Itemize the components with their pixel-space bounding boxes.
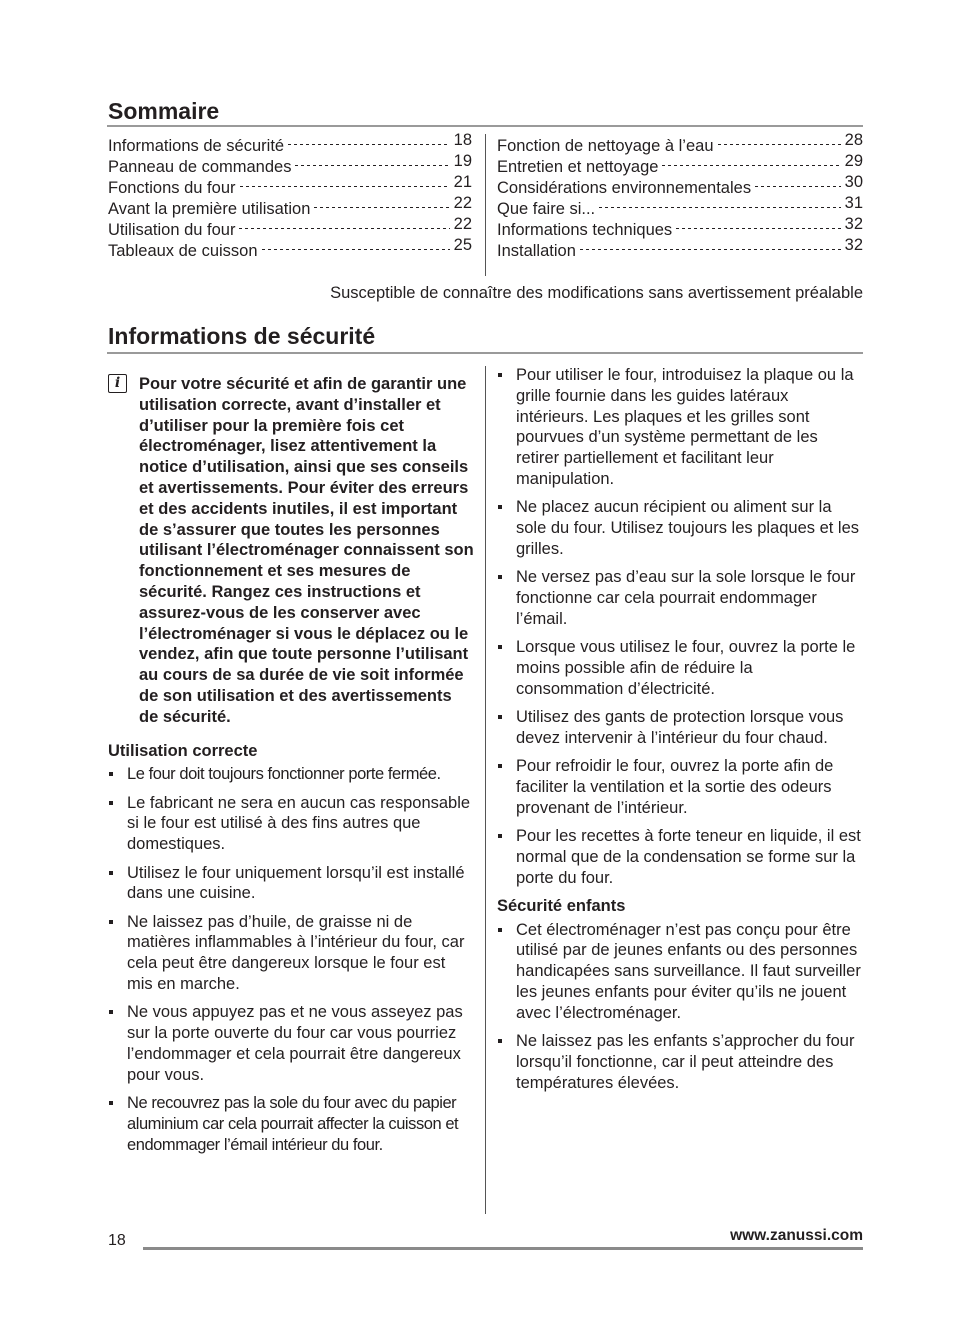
list-item	[108, 863, 474, 905]
toc-entry-page: 21	[453, 173, 472, 191]
list-item-text: Cet électroménager n’est pas conçu pour être utilisé par de jeunes enfants ou des personnes handicapées sans surveillance. Il faut surveiller les jeunes enfants pour éviter qu’ils ne jouent avec l’électroménager.	[516, 920, 861, 1022]
toc-leader	[314, 199, 449, 215]
bullet-icon	[498, 764, 502, 768]
toc-right	[497, 131, 863, 260]
toc-entry-page: 22	[453, 194, 472, 212]
toc-left	[108, 131, 472, 260]
list-item	[108, 912, 474, 995]
toc-entry[interactable]	[497, 236, 863, 260]
toc-entry[interactable]	[108, 173, 472, 197]
toc-entry-page: 29	[844, 152, 863, 170]
list-item	[497, 365, 863, 490]
list-item-text: Pour les recettes à forte teneur en liquide, il est normal que de la condensation se forme sur la porte du four.	[516, 826, 861, 887]
toc-leader	[662, 157, 840, 173]
utilisation-list	[108, 764, 474, 1155]
securite-title: Informations de sécurité	[108, 323, 376, 349]
list-item-text: Ne placez aucun récipient ou aliment sur la sole du four. Utilisez toujours les plaques et les grilles.	[516, 498, 860, 558]
toc-entry-page: 30	[844, 173, 863, 191]
safety-warning-text: Pour votre sécurité et afin de garantir une utilisation correcte, avant d’installer et d’utiliser pour la première fois cet électroménager, lisez attentivement la notice d’utilisation, ainsi que ses conseils et avertissements. Pour éviter des erreurs et des accidents inutiles, il est important de s’assurer que toutes les personnes utilisant l’électroménager connaissent son fonctionnement et ses mesures de sécurité. Rangez ces instructions et assurez-vous de les conserver avec l’électroménager si vous le déplacez ou le vendez, afin que toute personne l’utilisant au cours de sa durée de vie soit informée de son utilisation et des avertissements de sécurité.	[139, 375, 474, 726]
bullet-icon	[109, 801, 113, 805]
website-link[interactable]: www.zanussi.com	[730, 1227, 863, 1244]
list-item-text: Ne laissez pas d’huile, de graisse ni de matières inflammables à l’intérieur du four, car cela peut être dangereux lorsque le four est mis en marche.	[127, 912, 465, 994]
toc-entry[interactable]	[108, 215, 472, 239]
list-item-text: Lorsque vous utilisez le four, ouvrez la porte le moins possible afin de réduire la consommation d’électricité.	[516, 638, 856, 698]
bullet-icon	[498, 1039, 502, 1043]
left-column	[108, 374, 474, 1163]
bullet-icon	[109, 1101, 113, 1105]
toc-entry-label: Utilisation du four	[108, 221, 236, 239]
toc-entry[interactable]	[497, 131, 863, 155]
list-item	[497, 567, 863, 629]
toc-leader	[288, 136, 450, 152]
list-item-text: Ne recouvrez pas la sole du four avec du papier aluminium car cela pourrait affecter la cuisson et endommager l’émail intérieur du four.	[127, 1094, 459, 1154]
bullet-icon	[498, 928, 502, 932]
toc-entry-label: Entretien et nettoyage	[497, 158, 659, 176]
list-item	[108, 1002, 474, 1085]
toc-entry[interactable]	[497, 194, 863, 218]
bullet-icon	[109, 871, 113, 875]
toc-entry-page: 28	[844, 131, 863, 149]
toc-entry-label: Panneau de commandes	[108, 158, 292, 176]
toc-entry-label: Que faire si...	[497, 200, 596, 218]
sommaire-title: Sommaire	[108, 98, 220, 124]
toc-entry[interactable]	[108, 131, 472, 155]
page-number: 18	[108, 1232, 126, 1249]
toc-entry[interactable]	[497, 152, 863, 176]
toc-entry-label: Fonctions du four	[108, 179, 236, 197]
list-item	[108, 764, 474, 785]
toc-entry[interactable]	[108, 152, 472, 176]
list-item-text: Le four doit toujours fonctionner porte fermée.	[127, 765, 441, 784]
toc-leader	[676, 220, 840, 236]
enfants-heading: Sécurité enfants	[497, 896, 626, 915]
list-item	[497, 920, 863, 1024]
list-item	[497, 707, 863, 749]
enfants-list	[497, 920, 863, 1094]
safety-warning	[108, 374, 474, 728]
bullet-icon	[109, 772, 113, 776]
bullet-icon	[498, 834, 502, 838]
toc-entry-page: 32	[844, 236, 863, 254]
toc-leader	[295, 157, 449, 173]
toc-leader	[599, 199, 841, 215]
list-item-text: Utilisez des gants de protection lorsque vous devez intervenir à l’intérieur du four chaud.	[516, 707, 844, 747]
toc-entry[interactable]	[497, 215, 863, 239]
list-item-text: Ne versez pas d’eau sur la sole lorsque le four fonctionne car cela pourrait endommager l’émail.	[516, 568, 856, 628]
column-divider	[485, 366, 486, 1214]
toc-entry-label: Informations techniques	[497, 221, 673, 239]
list-item	[497, 756, 863, 818]
bullet-icon	[109, 1010, 113, 1014]
list-item-text: Le fabricant ne sera en aucun cas responsable si le four est utilisé à des fins autres que domestiques.	[127, 793, 471, 854]
list-item	[497, 826, 863, 888]
footer-rule	[143, 1247, 863, 1250]
toc-entry-label: Avant la première utilisation	[108, 200, 311, 218]
bullet-icon	[109, 920, 113, 924]
info-icon: i	[108, 374, 127, 393]
usage-list	[497, 365, 863, 888]
toc-entry[interactable]	[108, 236, 472, 260]
list-item-text: Pour utiliser le four, introduisez la plaque ou la grille fournie dans les guides latéraux intérieurs. Les plaques et les grilles sont pourvues d’un système permettant de les retirer partiellement et facilitant leur manipulation.	[516, 366, 854, 488]
toc-entry-label: Tableaux de cuisson	[108, 242, 258, 260]
toc-leader	[580, 241, 841, 257]
toc-entry-page: 25	[453, 236, 472, 254]
toc-leader	[755, 178, 841, 194]
bullet-icon	[498, 645, 502, 649]
toc-leader	[262, 241, 450, 257]
toc-entry-page: 22	[453, 215, 472, 233]
list-item	[497, 497, 863, 559]
toc-entry-page: 18	[453, 131, 472, 149]
bullet-icon	[498, 505, 502, 509]
securite-rule	[107, 352, 863, 354]
toc-entry[interactable]	[497, 173, 863, 197]
toc-leader	[718, 136, 841, 152]
list-item	[108, 793, 474, 855]
toc-leader	[240, 178, 450, 194]
toc-column-divider	[485, 134, 486, 276]
bullet-icon	[498, 373, 502, 377]
modification-notice: Susceptible de connaître des modifications sans avertissement préalable	[330, 284, 863, 302]
toc-entry[interactable]	[108, 194, 472, 218]
toc-entry-label: Informations de sécurité	[108, 137, 285, 155]
toc-entry-label: Fonction de nettoyage à l’eau	[497, 137, 714, 155]
sommaire-rule	[107, 125, 863, 127]
right-column	[497, 365, 863, 1101]
toc-entry-page: 31	[844, 194, 863, 212]
list-item-text: Ne laissez pas les enfants s’approcher du four lorsqu’il fonctionne, car il peut atteindre des températures élevées.	[516, 1032, 855, 1092]
toc-entry-page: 32	[844, 215, 863, 233]
toc-entry-label: Installation	[497, 242, 576, 260]
list-item	[497, 1031, 863, 1093]
toc-leader	[239, 220, 449, 236]
list-item	[497, 637, 863, 699]
bullet-icon	[498, 715, 502, 719]
list-item-text: Utilisez le four uniquement lorsqu’il est installé dans une cuisine.	[127, 863, 465, 903]
toc-entry-page: 19	[453, 152, 472, 170]
utilisation-heading: Utilisation correcte	[108, 741, 258, 760]
toc-entry-label: Considérations environnementales	[497, 179, 752, 197]
list-item-text: Ne vous appuyez pas et ne vous asseyez pas sur la porte ouverte du four car vous pourriez l’endommager et cela pourrait être dangereux pour vous.	[127, 1003, 463, 1084]
list-item-text: Pour refroidir le four, ouvrez la porte afin de faciliter la ventilation et la sortie des odeurs provenant de l’intérieur.	[516, 757, 834, 817]
list-item	[108, 1093, 474, 1155]
bullet-icon	[498, 575, 502, 579]
